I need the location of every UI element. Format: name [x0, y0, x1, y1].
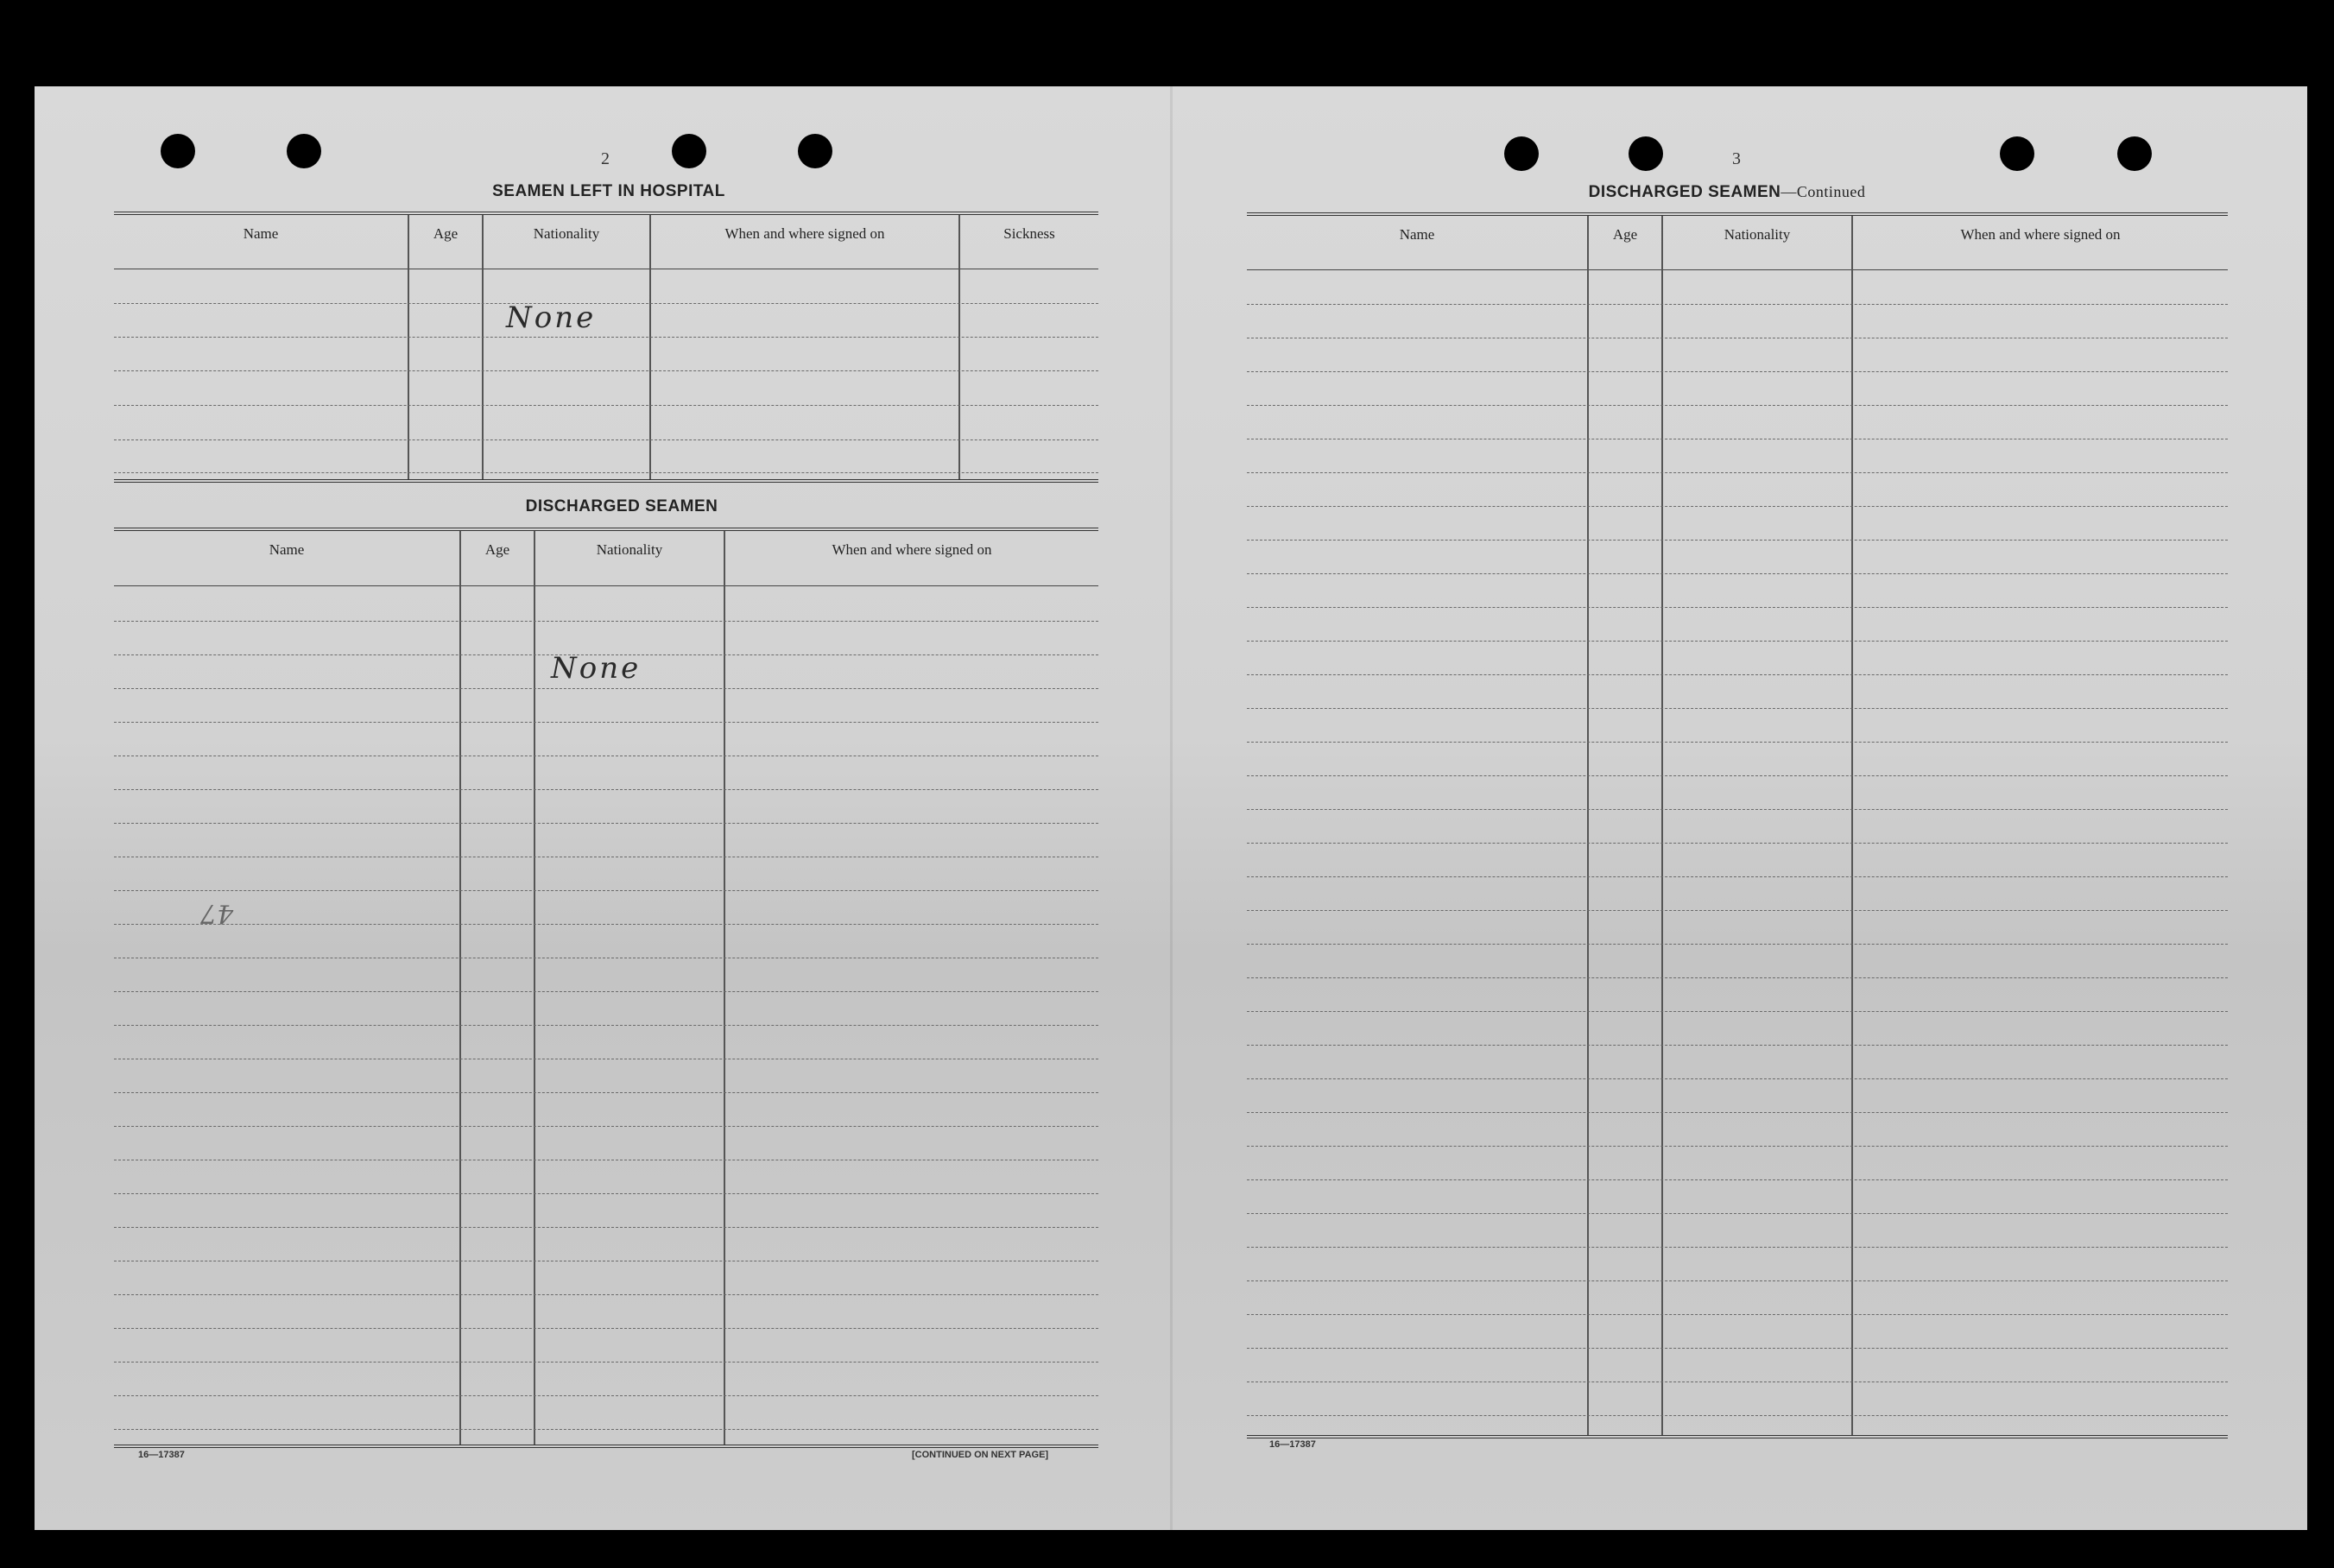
- column-header-nationality: Nationality: [1724, 226, 1791, 243]
- column-header-nationality: Nationality: [596, 541, 663, 558]
- column-header-signed-on: When and where signed on: [724, 225, 885, 242]
- hospital-table: [114, 212, 1098, 483]
- discharged-section-title: DISCHARGED SEAMEN: [525, 497, 718, 515]
- continued-note: [CONTINUED ON NEXT PAGE]: [912, 1450, 1049, 1460]
- column-header-age: Age: [433, 225, 459, 242]
- column-header-signed-on: When and where signed on: [1960, 226, 2121, 243]
- handwritten-entry: None: [551, 651, 642, 686]
- title-main: DISCHARGED SEAMEN: [1588, 183, 1781, 201]
- punch-hole: [161, 134, 195, 168]
- punch-hole: [672, 134, 706, 168]
- page-number: 2: [601, 149, 610, 168]
- column-header-name: Name: [243, 225, 279, 242]
- hospital-section-title: SEAMEN LEFT IN HOSPITAL: [492, 182, 725, 200]
- discharged-continued-table: [1247, 212, 2228, 1438]
- column-header-name: Name: [269, 541, 305, 558]
- discharged-continued-title: [1502, 183, 1951, 202]
- page-fold: [1170, 86, 1173, 1530]
- form-number: 16—17387: [1269, 1439, 1316, 1450]
- column-header-age: Age: [1612, 226, 1638, 243]
- column-header-nationality: Nationality: [533, 225, 600, 242]
- page-number: 3: [1732, 149, 1741, 168]
- punch-hole: [2000, 136, 2034, 171]
- punch-hole: [1629, 136, 1663, 171]
- form-number: 16—17387: [138, 1450, 185, 1460]
- column-header-name: Name: [1399, 226, 1435, 243]
- column-header-age: Age: [484, 541, 510, 558]
- handwritten-entry: None: [506, 300, 597, 335]
- punch-hole: [287, 134, 321, 168]
- title-suffix: —Continued: [1781, 183, 1866, 200]
- column-header-sickness: Sickness: [1003, 225, 1055, 242]
- punch-hole: [798, 134, 832, 168]
- column-header-signed-on: When and where signed on: [832, 541, 992, 558]
- margin-mark: 47: [200, 898, 234, 928]
- punch-hole: [2117, 136, 2152, 171]
- punch-hole: [1504, 136, 1539, 171]
